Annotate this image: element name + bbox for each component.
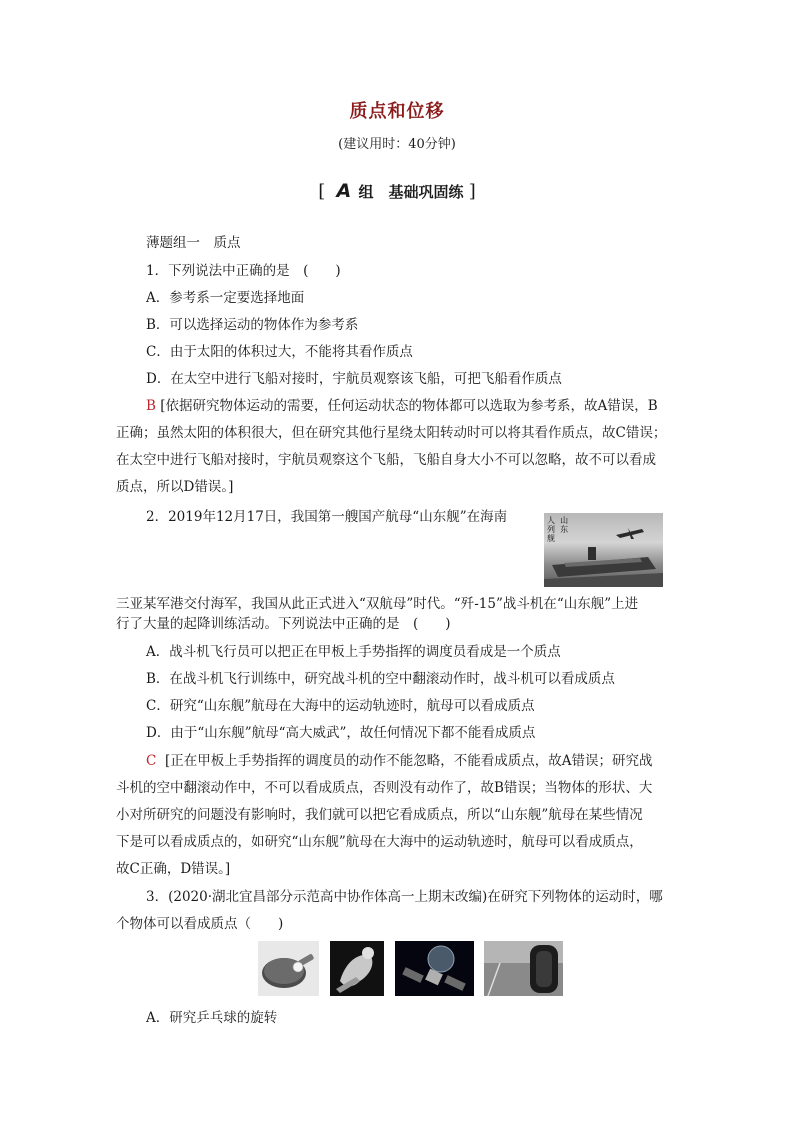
q1-explanation-line-1: B [依据研究物体运动的需要，任何运动状态的物体都可以选取为参考系，故A错误，B	[146, 398, 658, 414]
q1-option-c: C．由于太阳的体积过大，不能将其看作质点	[146, 344, 413, 360]
q2-explanation-line-4: 下是可以看成质点的，如研究“山东舰”航母在大海中的运动轨迹时，航母可以看成质点，	[116, 834, 643, 850]
q1-explanation-line-4: 质点，所以D错误。]	[116, 479, 234, 495]
bracket-right: ]	[468, 181, 476, 202]
q2-explanation-line-5: 故C正确，D错误。]	[116, 861, 231, 877]
ping-pong-paddle-photo	[258, 941, 319, 996]
q2-stem-line-3: 行了大量的起降训练活动。下列说法中正确的是 ( )	[116, 616, 451, 632]
group-letter: A	[336, 180, 352, 202]
bracket-left: [	[318, 181, 326, 202]
q3-stem-line-1: 3．(2020·湖北宜昌部分示范高中协作体高一上期末改编)在研究下列物体的运动时，哪	[146, 889, 663, 905]
q1-explanation-line-3: 在太空中进行飞船对接时，宇航员观察这个飞船，飞船自身大小不可以忽略，故不可以看成	[116, 452, 656, 468]
q1-stem: 1．下列说法中正确的是 ( )	[146, 263, 341, 279]
photo-caption: 人 山 列 东 舰	[547, 516, 569, 543]
q3-option-a: A．研究乒乓球的旋转	[146, 1010, 278, 1026]
q3-stem-line-2: 个物体可以看成质点（ )	[116, 916, 284, 932]
aircraft-carrier-photo	[544, 513, 663, 587]
q2-option-b: B．在战斗机飞行训练中，研究战斗机的空中翻滚动作时，战斗机可以看成质点	[146, 671, 615, 687]
q1-explanation-line-2: 正确；虽然太阳的体积很大，但在研究其他行星绕太阳转动时可以将其看作质点，故C错误；	[116, 425, 667, 441]
car-wheel-photo	[484, 941, 563, 996]
q2-answer: C	[146, 753, 157, 769]
group-label: 组 基础巩固练	[358, 183, 464, 201]
q2-stem-line-1: 2．2019年12月17日，我国第一艘国产航母“山东舰”在海南	[146, 509, 508, 525]
q2-option-a: A．战斗机飞行员可以把正在甲板上手势指挥的调度员看成是一个质点	[146, 644, 561, 660]
page-title: 质点和位移	[349, 101, 445, 122]
q2-explanation-line-1: C [正在甲板上手势指挥的调度员的动作不能忽略，不能看成质点，故A错误；研究战	[146, 753, 653, 769]
athlete-photo	[330, 941, 384, 996]
time-hint: (建议用时：40分钟)	[338, 137, 456, 152]
q1-answer: B	[146, 398, 156, 414]
q1-option-d: D．在太空中进行飞船对接时，宇航员观察该飞船，可把飞船看作质点	[146, 371, 562, 387]
q1-option-a: A．参考系一定要选择地面	[146, 290, 305, 306]
group-heading	[0, 180, 794, 202]
q2-option-c: C．研究“山东舰”航母在大海中的运动轨迹时，航母可以看成质点	[146, 698, 535, 714]
q2-stem-line-2: 三亚某军港交付海军，我国从此正式进入“双航母”时代。“歼-15”战斗机在“山东舰”上进	[116, 596, 639, 612]
q2-option-d: D．由于“山东舰”航母“高大威武”，故任何情况下都不能看成质点	[146, 725, 536, 741]
q2-explanation-line-3: 小对所研究的问题没有影响时，我们就可以把它看成质点，所以“山东舰”航母在某些情况	[116, 807, 643, 823]
q2-explanation-line-2: 斗机的空中翻滚动作中，不可以看成质点，否则没有动作了，故B错误；当物体的形状、大	[116, 780, 653, 796]
satellite-earth-photo	[395, 941, 474, 996]
section-label: 薄题组一 质点	[146, 235, 241, 251]
q1-option-b: B．可以选择运动的物体作为参考系	[146, 317, 359, 333]
